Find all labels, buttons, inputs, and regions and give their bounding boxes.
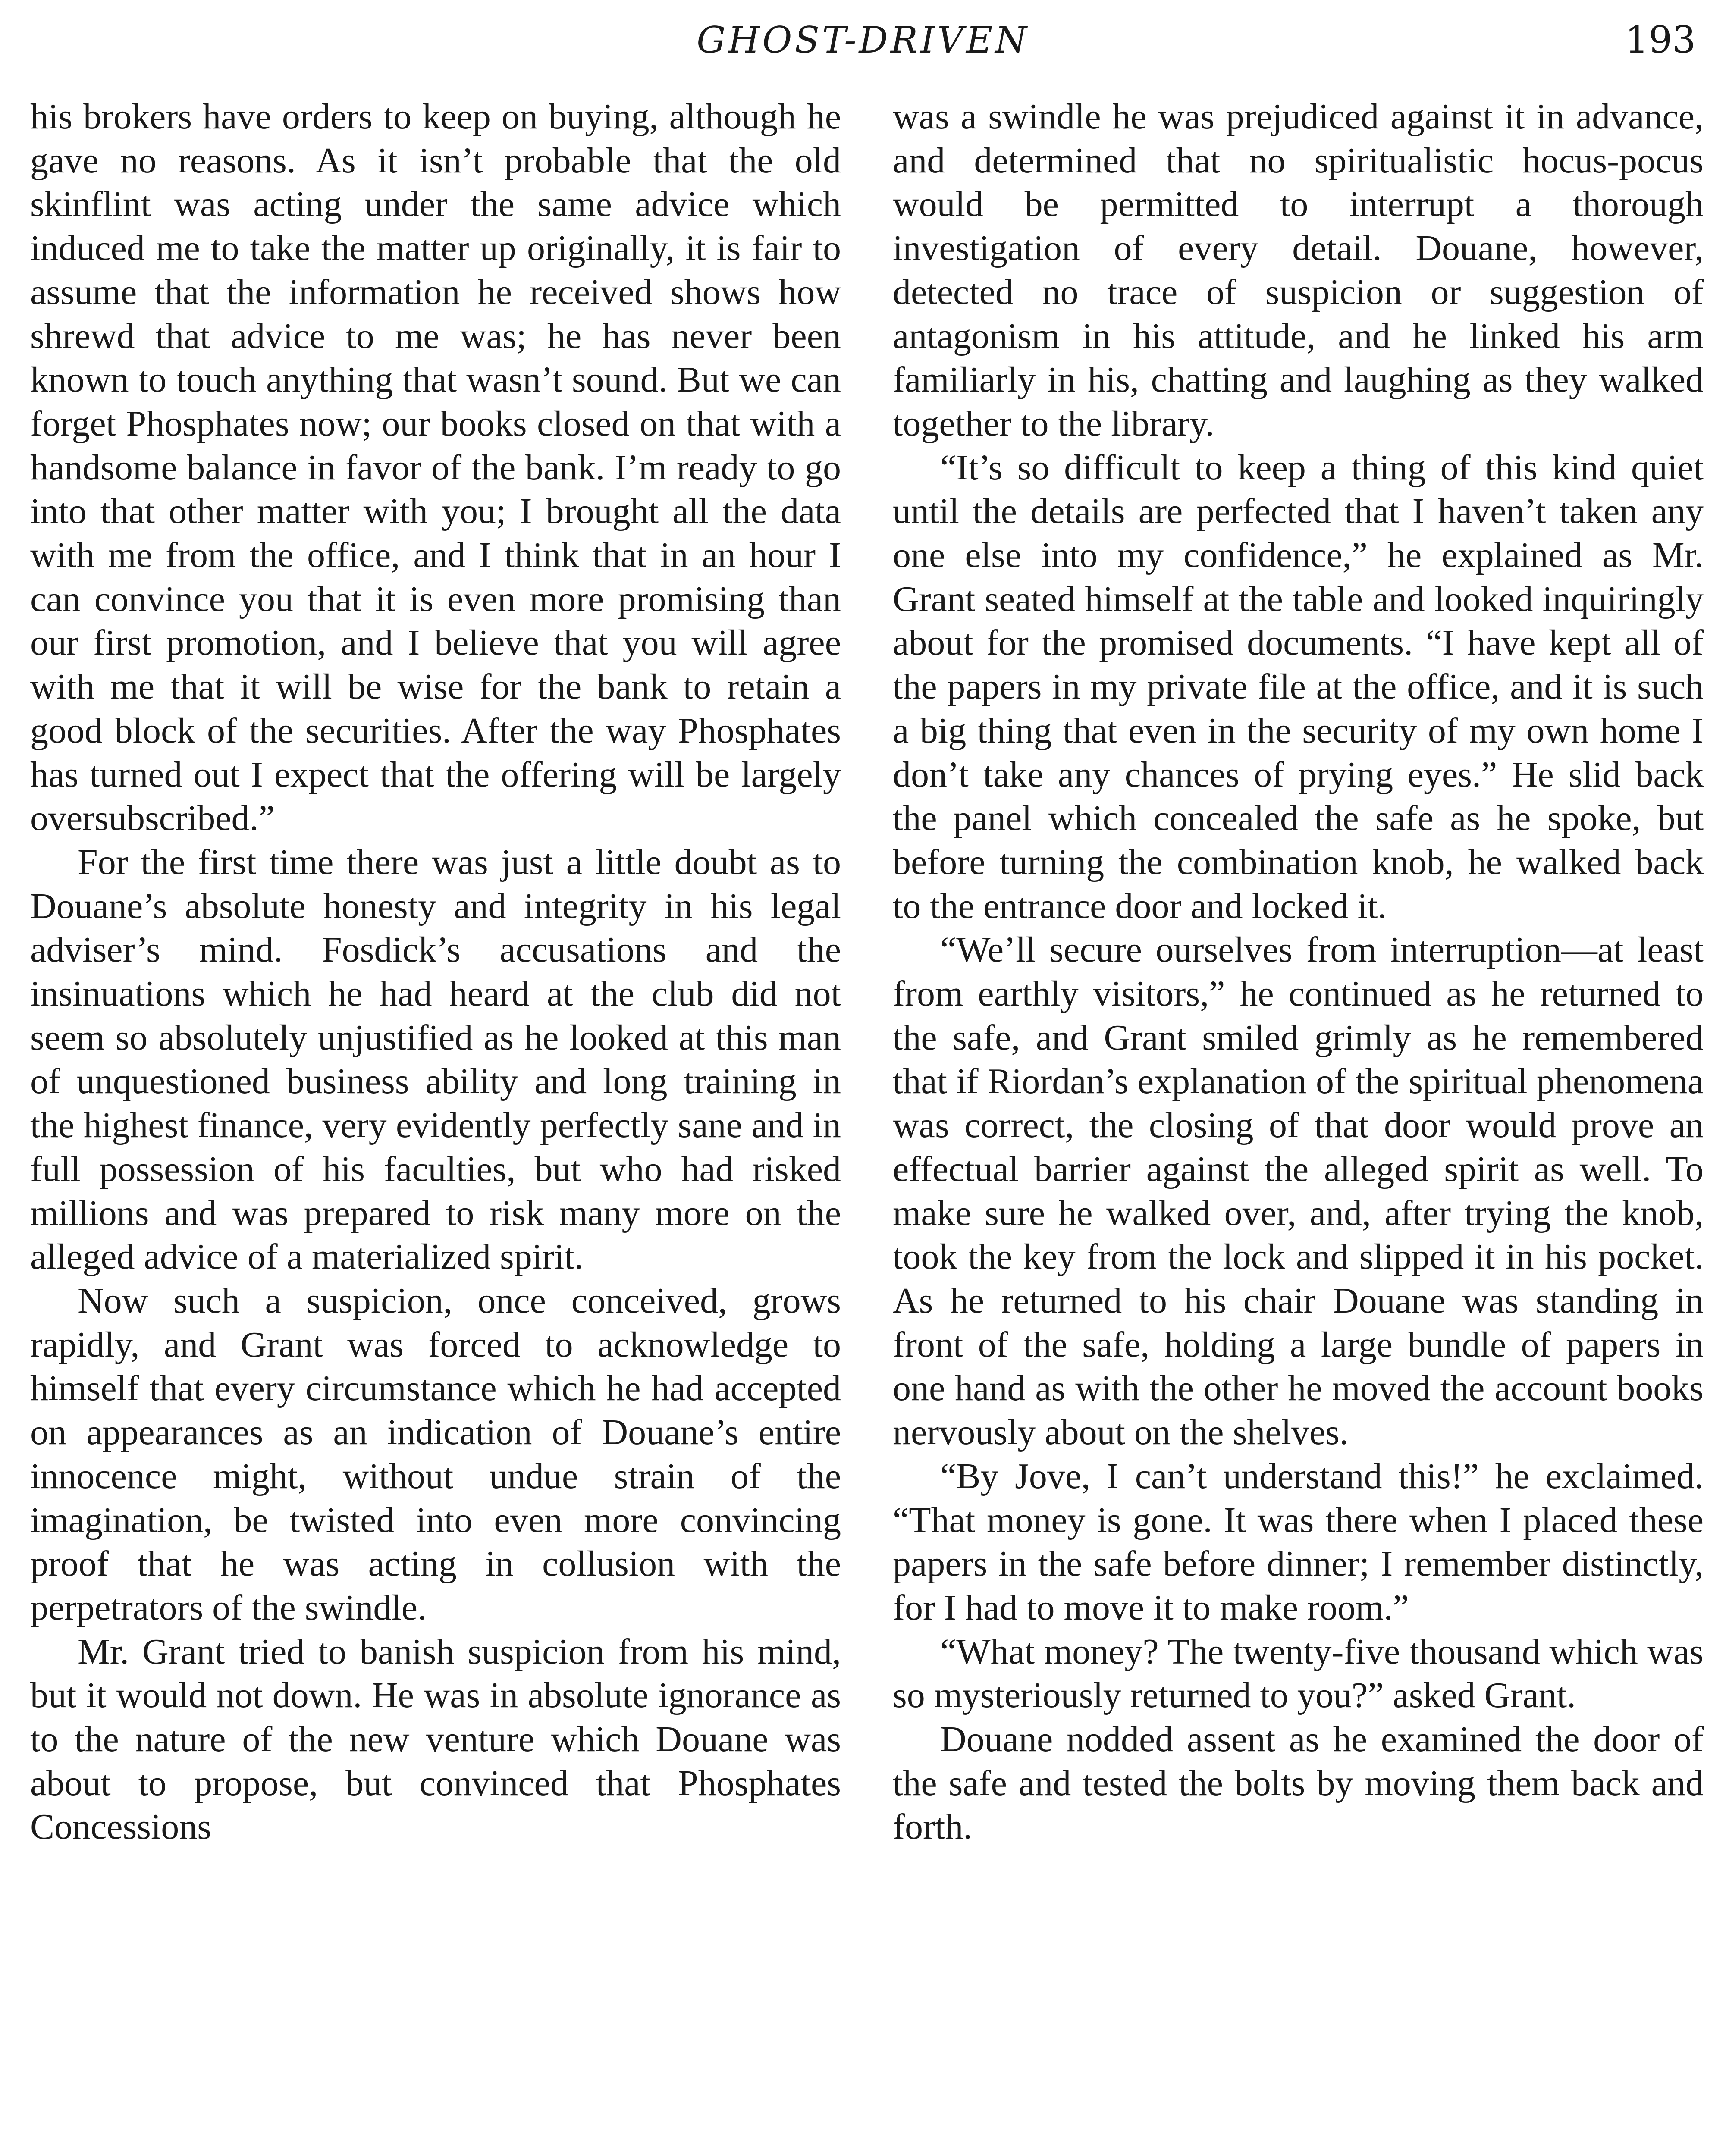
paragraph: “It’s so difficult to keep a thing of this kind quiet until the details are perfected that I haven’t taken any one else into my confidence,” he explained as Mr. Grant seated himself at the table and looked inquiringly about for the promised documents. “I have kept all of the papers in my private file at the office, and it is such a big thing that even in the security of my own home I don’t take any chances of prying eyes.” He slid back the panel which concealed the safe as he spoke, but before turning the combination knob, he walked back to the entrance door and locked it. (893, 447, 1704, 926)
text-column-right (893, 95, 1704, 2156)
page-header (30, 16, 1696, 64)
paragraph: Mr. Grant tried to banish suspicion from his mind, but it would not down. He was in absolute ignorance as to the nature of the new venture which Douane was about to propose, but convinced that Phosphates Concessions (30, 1631, 841, 1847)
paragraph: “By Jove, I can’t understand this!” he exclaimed. “That money is gone. It was there when I placed these papers in the safe before dinner; I remember distinctly, for I had to move it to make room.” (893, 1456, 1704, 1628)
paragraph: “We’ll secure ourselves from interruption—at least from earthly visitors,” he continued as he returned to the safe, and Grant smiled grimly as he remembered that if Riordan’s explanation of the spiritual phenomena was correct, the closing of that door would prove an effectual barrier against the alleged spirit as well. To make sure he walked over, and, after trying the knob, took the key from the lock and slipped it in his pocket. As he returned to his chair Douane was standing in front of the safe, holding a large bundle of papers in one hand as with the other he moved the account books nervously about on the shelves. (893, 930, 1704, 1453)
running-title: GHOST-DRIVEN (697, 19, 1029, 61)
paragraph: his brokers have orders to keep on buying, although he gave no reasons. As it isn’t probable that the old skinflint was acting under the same advice which induced me to take the matter up originally, it is fair to assume that the information he received shows how shrewd that advice to me was; he has never been known to touch anything that wasn’t sound. But we can forget Phosphates now; our books closed on that with a handsome balance in favor of the bank. I’m ready to go into that other matter with you; I brought all the data with me from the office, and I think that in an hour I can convince you that it is even more promising than our first promotion, and I believe that you will agree with me that it will be wise for the bank to retain a good block of the securities. After the way Phosphates has turned out I expect that the offering will be largely oversubscribed.” (30, 97, 841, 839)
paragraph: Douane nodded assent as he examined the door of the safe and tested the bolts by moving them back and forth. (893, 1719, 1704, 1847)
paragraph: “What money? The twenty-five thousand which was so mysteriously returned to you?” asked Grant. (893, 1631, 1704, 1716)
paragraph: For the first time there was just a little doubt as to Douane’s absolute honesty and integrity in his legal adviser’s mind. Fosdick’s accusations and the insinuations which he had heard at the club did not seem so absolutely unjustified as he looked at this man of unquestioned business ability and long training in the highest finance, very evidently perfectly sane and in full possession of his faculties, but who had risked millions and was prepared to risk many more on the alleged advice of a materialized spirit. (30, 842, 841, 1277)
text-column-left (30, 95, 841, 2156)
paragraph: was a swindle he was prejudiced against it in advance, and determined that no spiritualistic hocus-pocus would be permitted to interrupt a thorough investigation of every detail. Douane, however, detected no trace of suspicion or suggestion of antagonism in his attitude, and he linked his arm familiarly in his, chatting and laughing as they walked together to the library. (893, 97, 1704, 444)
paragraph: Now such a suspicion, once conceived, grows rapidly, and Grant was forced to acknowledge to himself that every circumstance which he had accepted on appearances as an indication of Douane’s entire innocence might, without undue strain of the imagination, be twisted into even more convincing proof that he was acting in collusion with the perpetrators of the swindle. (30, 1280, 841, 1628)
page-number: 193 (1625, 19, 1696, 62)
